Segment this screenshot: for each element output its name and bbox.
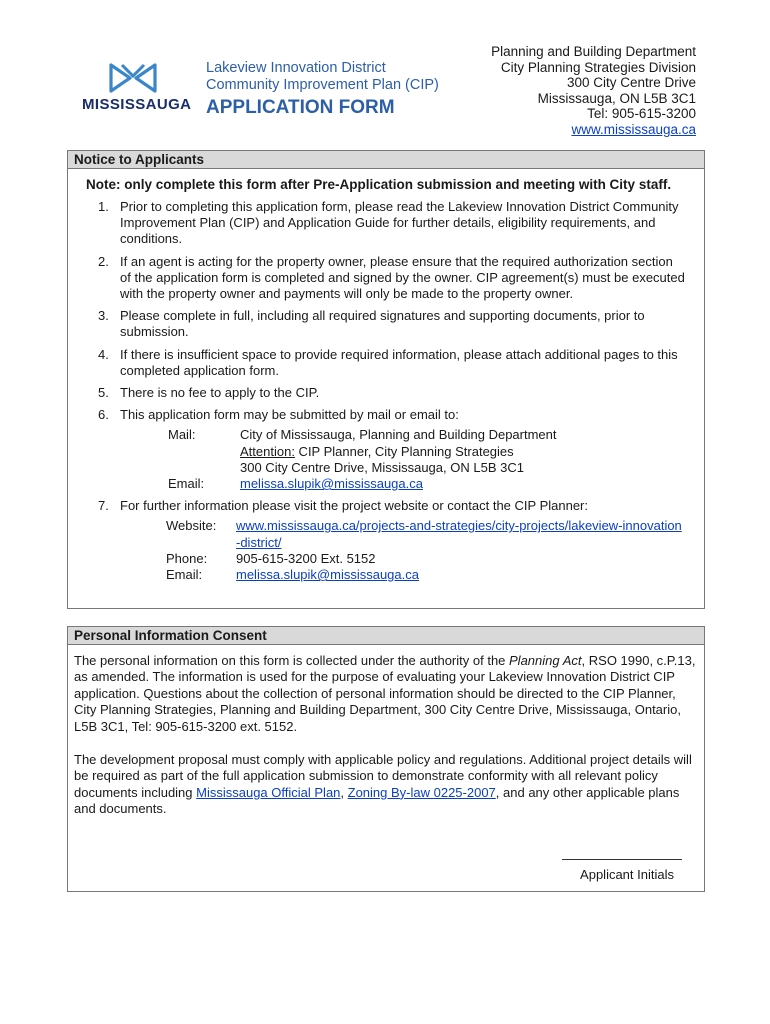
notice-section xyxy=(67,150,705,609)
district-name: Lakeview Innovation District xyxy=(206,60,386,76)
initials-line[interactable] xyxy=(562,859,682,860)
email-link[interactable]: melissa.slupik@mississauga.ca xyxy=(240,476,423,492)
item-number: 5. xyxy=(98,385,109,401)
p2-separator: , xyxy=(340,784,348,800)
list-item xyxy=(68,498,686,583)
contact-street: 300 City Centre Drive xyxy=(566,75,696,91)
contact-dept: Planning and Building Department xyxy=(491,44,696,59)
mail-attention xyxy=(240,444,686,460)
item-number: 2. xyxy=(98,253,109,269)
contact-city: Mississauga, ON L5B 3C1 xyxy=(537,90,696,106)
attention-label: Attention: xyxy=(240,443,295,459)
email-label: Email: xyxy=(168,476,205,492)
website-link[interactable]: www.mississauga.ca xyxy=(571,121,696,137)
contact-block xyxy=(491,44,696,138)
item-number: 6. xyxy=(98,407,109,423)
logo-wordmark: MISSISSAUGA xyxy=(82,96,192,113)
item-text: This application form may be submitted by mail or email to: xyxy=(120,407,459,423)
plan-name: Community Improvement Plan (CIP) xyxy=(206,77,439,93)
p1-text-a: The personal information on this form is collected under the authority of the xyxy=(74,653,510,668)
phone-value: 905-615-3200 Ext. 5152 xyxy=(236,550,376,566)
info-details xyxy=(166,518,686,583)
mail-details xyxy=(168,427,686,492)
list-item xyxy=(68,385,686,401)
contact-division: City Planning Strategies Division xyxy=(500,59,696,75)
item-text: Please complete in full, including all required signatures and supporting documents, prior to submission. xyxy=(120,308,645,340)
official-plan-link[interactable]: Mississauga Official Plan xyxy=(196,784,341,800)
mail-line3: 300 City Centre Drive, Mississauga, ON L5B 3C1 xyxy=(240,459,524,475)
initials-label: Applicant Initials xyxy=(580,867,674,882)
consent-section xyxy=(67,626,705,892)
notice-note: Note: only complete this form after Pre-Application submission and meeting with City staff. xyxy=(86,177,672,192)
list-item xyxy=(68,407,686,492)
item-number: 7. xyxy=(98,498,109,514)
item-text: For further information please visit the project website or contact the CIP Planner: xyxy=(120,498,588,514)
consent-heading: Personal Information Consent xyxy=(68,627,704,645)
item-text: There is no fee to apply to the CIP. xyxy=(120,385,320,401)
zoning-bylaw-link[interactable]: Zoning By-law 0225-2007 xyxy=(347,784,496,800)
mail-label: Mail: xyxy=(168,427,196,443)
email-label: Email: xyxy=(166,567,203,583)
notice-heading: Notice to Applicants xyxy=(68,151,704,169)
attention-text: CIP Planner, City Planning Strategies xyxy=(294,443,514,459)
butterfly-icon xyxy=(108,62,158,94)
consent-paragraph-2 xyxy=(74,752,696,818)
website-label: Website: xyxy=(166,518,217,534)
notice-list xyxy=(68,199,698,589)
item-text: If there is insufficient space to provide required information, please attach additional pages to this completed application form. xyxy=(120,346,678,378)
list-item xyxy=(68,308,686,340)
mail-line1: City of Mississauga, Planning and Building Department xyxy=(240,427,557,443)
phone-label: Phone: xyxy=(166,550,208,566)
list-item xyxy=(68,347,686,379)
item-text: If an agent is acting for the property owner, please ensure that the required authorization section of the application form is completed and signed by the owner. CIP agreement(s) must be executed with the property owner and payments will only be made to the property owner. xyxy=(120,253,685,302)
p2-text-a: The development proposal must comply with applicable policy and regulations. Additional project details will be required as part of the full application submission to demonstrate conformity with all relevant policy documents including xyxy=(74,752,692,800)
email-link[interactable]: melissa.slupik@mississauga.ca xyxy=(236,567,419,583)
item-number: 4. xyxy=(98,346,109,362)
consent-paragraph-1 xyxy=(74,653,696,735)
list-item xyxy=(68,199,686,248)
page-title: APPLICATION FORM xyxy=(206,97,395,118)
project-website-link[interactable]: www.mississauga.ca/projects-and-strategies/city-projects/lakeview-innovation-district/ xyxy=(236,518,682,550)
p2-text-b: , and any other applicable plans and documents. xyxy=(74,784,680,817)
mail-address xyxy=(240,427,686,476)
mississauga-logo xyxy=(82,62,192,120)
contact-tel: Tel: 905-615-3200 xyxy=(587,106,696,122)
item-number: 3. xyxy=(98,308,109,324)
item-number: 1. xyxy=(98,199,109,214)
p1-text-b: , RSO 1990, c.P.13, as amended. The information is used for the purpose of evaluating your Lakeview Innovation District CIP application. Questions about the collection of personal information should be directed to the CIP Planner, City Planning Strategies, Planning and Building Department, 300 City Centre Drive, Mississauga, Ontario, L5B 3C1, Tel: 905-615-3200 ext. 5152. xyxy=(74,653,696,734)
planning-act: Planning Act xyxy=(509,653,582,668)
item-text: Prior to completing this application form, please read the Lakeview Innovation District Community Improvement Plan (CIP) and Application Guide for further details, eligibility requirements, and conditions. xyxy=(120,199,679,247)
title-block xyxy=(206,60,439,119)
list-item xyxy=(68,254,686,303)
